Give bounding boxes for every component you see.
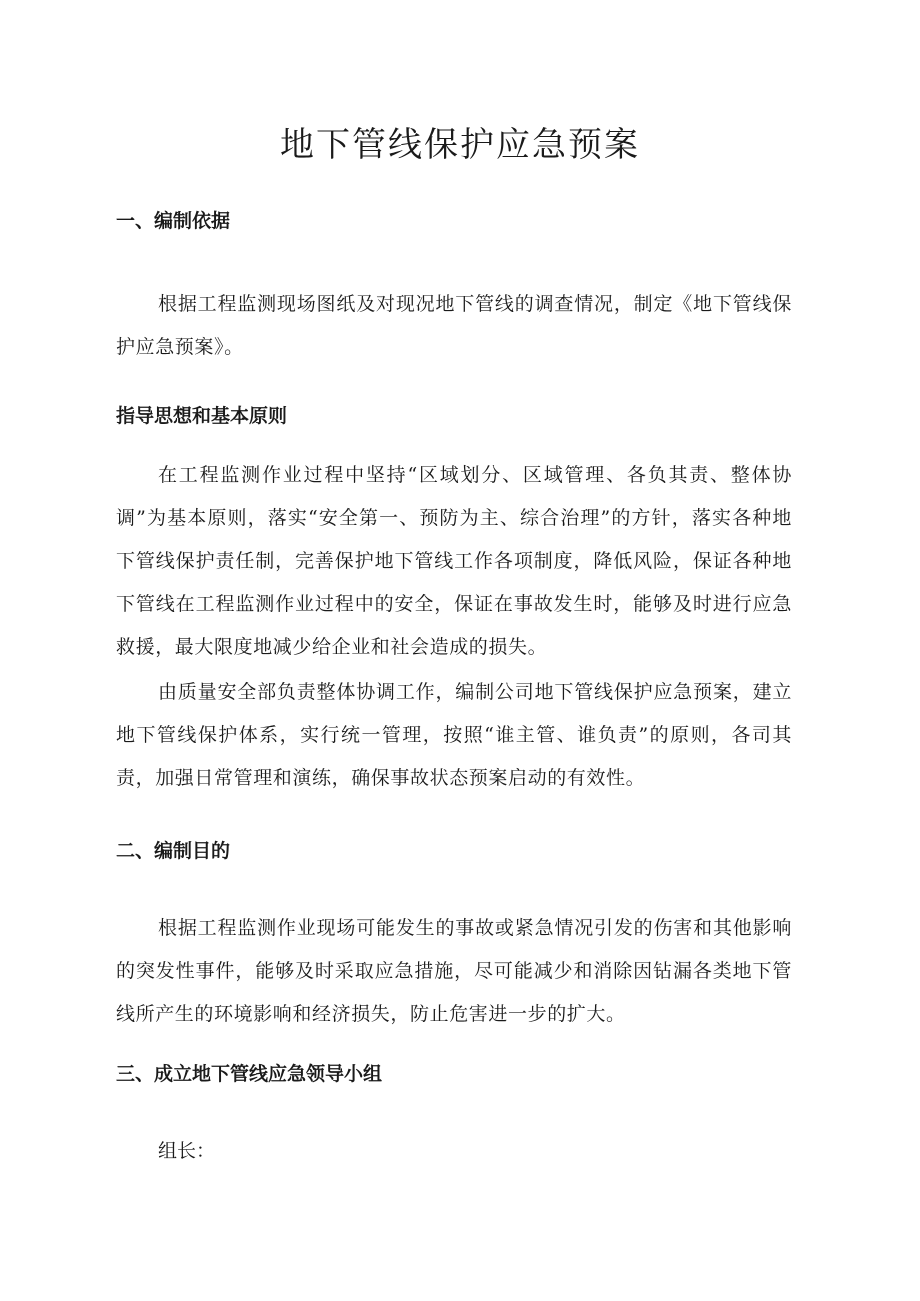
section-heading-purpose: 二、编制目的 [116,840,231,862]
document-title: 地下管线保护应急预案 [280,125,640,165]
paragraph-principles-1: 在工程监测作业过程中坚持“区域划分、区域管理、各负其责、整体协调”为基本原则，落实“安全第一、预防为主、综合治理”的方针，落实各种地下管线保护责任制，完善保护地下管线工作各项制度，降低风险，保证各种地下管线在工程监测作业过程中的安全，保证在事故发生时，能够及时进行应急救援，最大限度地减少给企业和社会造成的损失。 [116,464,792,658]
paragraph-purpose: 根据工程监测作业现场可能发生的事故或紧急情况引发的伤害和其他影响的突发性事件，能够及时采取应急措施，尽可能减少和消除因钻漏各类地下管线所产生的环境影响和经济损失，防止危害进一步的扩大。 [116,917,792,1025]
section-heading-leadership-group: 三、成立地下管线应急领导小组 [116,1063,383,1085]
paragraph-principles-2: 由质量安全部负责整体协调工作，编制公司地下管线保护应急预案，建立地下管线保护体系，实行统一管理，按照“谁主管、谁负责”的原则，各司其责，加强日常管理和演练，确保事故状态预案启动的有效性。 [116,681,792,789]
paragraph-basis: 根据工程监测现场图纸及对现况地下管线的调查情况，制定《地下管线保护应急预案》。 [116,293,792,358]
group-leader-label: 组长： [158,1140,216,1162]
section-heading-basis: 一、编制依据 [116,210,231,232]
section-heading-principles: 指导思想和基本原则 [116,405,288,427]
